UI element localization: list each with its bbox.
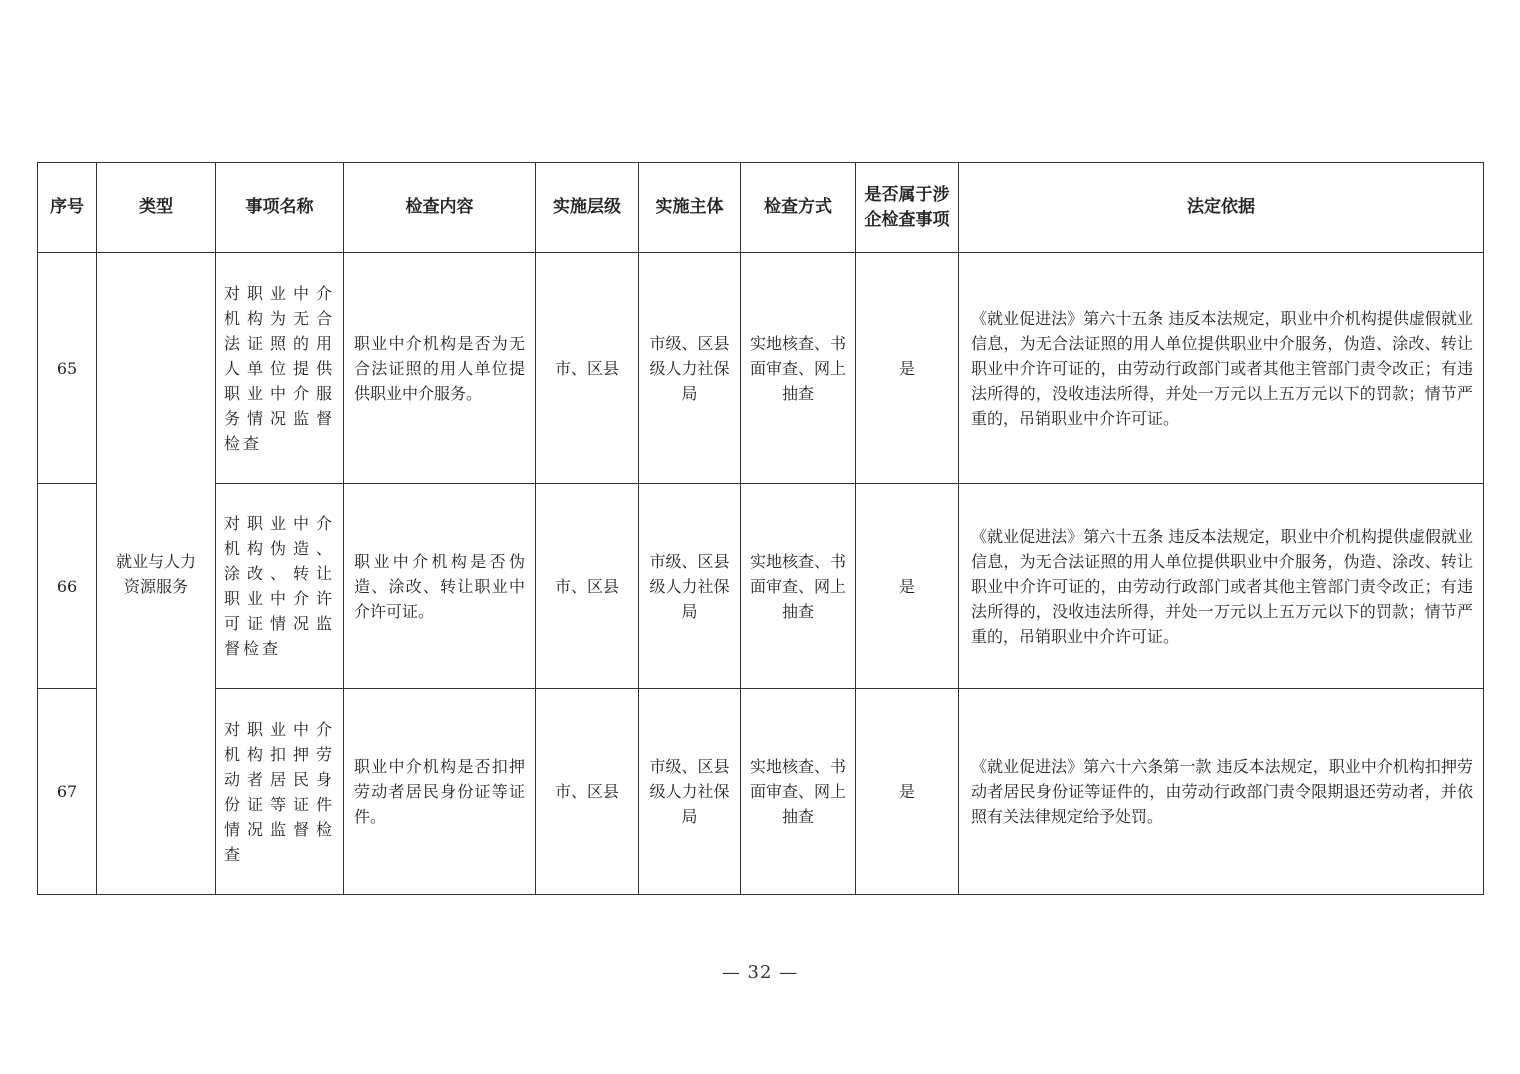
row-agency: 市级、区县级人力社保局 xyxy=(639,484,741,689)
header-agency: 实施主体 xyxy=(639,163,741,253)
header-enterprise: 是否属于涉企检查事项 xyxy=(856,163,959,253)
row-basis: 《就业促进法》第六十五条 违反本法规定，职业中介机构提供虚假就业信息，为无合法证照的用人单位提供职业中介服务，伪造、涂改、转让职业中介许可证的，由劳动行政部门或者其他主管部门责令改正；有违法所得的，没收违法所得，并处一万元以上五万元以下的罚款；情节严重的，吊销职业中介许可证。 xyxy=(959,484,1484,689)
row-item-name: 对职业中介机构扣押劳动者居民身份证等证件情况监督检查 xyxy=(216,689,344,895)
header-content: 检查内容 xyxy=(344,163,536,253)
row-level: 市、区县 xyxy=(536,484,639,689)
row-index: 66 xyxy=(38,484,97,689)
row-type xyxy=(97,253,216,895)
row-method: 实地核查、书面审查、网上抽查 xyxy=(741,484,856,689)
row-enterprise: 是 xyxy=(856,253,959,484)
row-index: 65 xyxy=(38,253,97,484)
table-row xyxy=(38,689,1484,895)
table-header-row xyxy=(38,163,1484,253)
row-level: 市、区县 xyxy=(536,253,639,484)
header-index: 序号 xyxy=(38,163,97,253)
row-basis: 《就业促进法》第六十五条 违反本法规定，职业中介机构提供虚假就业信息，为无合法证照的用人单位提供职业中介服务，伪造、涂改、转让职业中介许可证的，由劳动行政部门或者其他主管部门责令改正；有违法所得的，没收违法所得，并处一万元以上五万元以下的罚款；情节严重的，吊销职业中介许可证。 xyxy=(959,253,1484,484)
inspection-items-table xyxy=(37,162,1484,895)
row-level: 市、区县 xyxy=(536,689,639,895)
header-method: 检查方式 xyxy=(741,163,856,253)
row-method: 实地核查、书面审查、网上抽查 xyxy=(741,253,856,484)
header-basis: 法定依据 xyxy=(959,163,1484,253)
row-method: 实地核查、书面审查、网上抽查 xyxy=(741,689,856,895)
row-basis: 《就业促进法》第六十六条第一款 违反本法规定，职业中介机构扣押劳动者居民身份证等证件的，由劳动行政部门责令限期退还劳动者，并依照有关法律规定给予处罚。 xyxy=(959,689,1484,895)
row-enterprise: 是 xyxy=(856,689,959,895)
row-index: 67 xyxy=(38,689,97,895)
row-agency: 市级、区县级人力社保局 xyxy=(639,689,741,895)
page-number: — 32 — xyxy=(721,962,799,983)
header-level: 实施层级 xyxy=(536,163,639,253)
row-content: 职业中介机构是否为无合法证照的用人单位提供职业中介服务。 xyxy=(344,253,536,484)
header-name: 事项名称 xyxy=(216,163,344,253)
header-type: 类型 xyxy=(97,163,216,253)
row-content: 职业中介机构是否伪造、涂改、转让职业中介许可证。 xyxy=(344,484,536,689)
row-item-name: 对职业中介机构为无合法证照的用人单位提供职业中介服务情况监督检查 xyxy=(216,253,344,484)
row-item-name: 对职业中介机构伪造、涂改、转让职业中介许可证情况监督检查 xyxy=(216,484,344,689)
table-row xyxy=(38,253,1484,484)
row-enterprise: 是 xyxy=(856,484,959,689)
table-row xyxy=(38,484,1484,689)
row-content: 职业中介机构是否扣押劳动者居民身份证等证件。 xyxy=(344,689,536,895)
row-agency: 市级、区县级人力社保局 xyxy=(639,253,741,484)
type-value: 就业与人力资源服务 xyxy=(115,551,196,596)
